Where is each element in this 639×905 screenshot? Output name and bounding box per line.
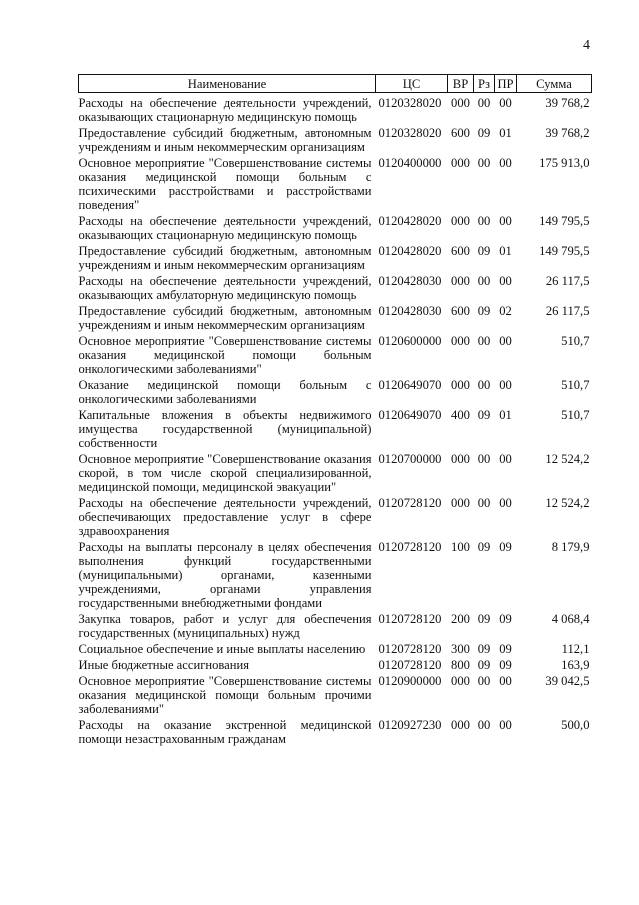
row-sum: 149 795,5	[539, 214, 590, 228]
table-row	[79, 495, 592, 539]
row-name: Предоставление субсидий бюджетным, автономным учреждениям и иным некоммерческим организациям	[78, 304, 372, 332]
row-sum: 39 768,2	[545, 96, 590, 110]
row-rz-code: 00	[477, 96, 491, 110]
row-name: Иные бюджетные ассигнования	[78, 658, 250, 672]
row-cs-code: 0120428020	[378, 244, 442, 258]
row-pr-code: 00	[499, 334, 512, 348]
row-sum: 39 768,2	[545, 126, 590, 140]
row-name: Основное мероприятие "Совершенствование системы оказания медицинской помощи больным онкологическими заболеваниями"	[78, 334, 372, 376]
row-pr-code: 09	[499, 540, 512, 554]
row-cs-code: 0120728120	[378, 496, 442, 510]
row-name: Расходы на обеспечение деятельности учреждений, оказывающих амбулаторную медицинскую помощь	[78, 274, 372, 302]
table-row	[79, 243, 592, 273]
row-cs-code: 0120328020	[378, 126, 442, 140]
row-cs-code: 0120927230	[378, 718, 442, 732]
row-rz-code: 00	[477, 674, 491, 688]
row-vr-code: 000	[451, 156, 470, 170]
row-vr-code: 200	[451, 612, 470, 626]
budget-table	[78, 74, 592, 747]
row-name: Расходы на обеспечение деятельности учреждений, обеспечивающих предоставление услуг в сфере здравоохранения	[78, 496, 372, 538]
row-vr-code: 000	[451, 674, 470, 688]
row-vr-code: 000	[451, 718, 470, 732]
row-vr-code: 000	[451, 274, 470, 288]
row-rz-code: 00	[477, 496, 491, 510]
row-pr-code: 00	[499, 452, 512, 466]
row-sum: 175 913,0	[539, 156, 590, 170]
table-row	[79, 377, 592, 407]
row-name: Закупка товаров, работ и услуг для обеспечения государственных (муниципальных) нужд	[78, 612, 372, 640]
row-vr-code: 400	[451, 408, 470, 422]
row-rz-code: 09	[477, 408, 491, 422]
row-pr-code: 09	[499, 612, 512, 626]
row-rz-code: 00	[477, 334, 491, 348]
row-sum: 26 117,5	[545, 274, 590, 288]
row-name: Оказание медицинской помощи больным с онкологическими заболеваниями	[78, 378, 372, 406]
table-body	[79, 93, 592, 748]
header-sum: Сумма	[517, 75, 592, 93]
row-name: Расходы на обеспечение деятельности учреждений, оказывающих стационарную медицинскую помощь	[78, 214, 372, 242]
row-name: Основное мероприятие "Совершенствование системы оказания медицинской помощи больным с психическими расстройствами и расстройствами поведения"	[78, 156, 372, 212]
row-rz-code: 00	[477, 452, 491, 466]
table-row	[79, 303, 592, 333]
row-cs-code: 0120428020	[378, 214, 442, 228]
row-name: Предоставление субсидий бюджетным, автономным учреждениям и иным некоммерческим организациям	[78, 244, 372, 272]
row-cs-code: 0120400000	[378, 156, 442, 170]
row-cs-code: 0120728120	[378, 540, 442, 554]
row-vr-code: 800	[451, 658, 470, 672]
row-rz-code: 00	[477, 274, 491, 288]
table-row	[79, 451, 592, 495]
row-sum: 112,1	[561, 642, 590, 656]
table-row	[79, 717, 592, 747]
row-rz-code: 00	[477, 156, 491, 170]
header-rz: Рз	[474, 75, 495, 93]
row-rz-code: 09	[477, 304, 491, 318]
table-row	[79, 407, 592, 451]
row-vr-code: 000	[451, 378, 470, 392]
table-row	[79, 657, 592, 673]
row-sum: 163,9	[561, 658, 590, 672]
row-name: Основное мероприятие "Совершенствование оказания скорой, в том числе скорой специализированной, медицинской помощи, медицинской эвакуации"	[78, 452, 372, 494]
table-row	[79, 93, 592, 126]
row-sum: 26 117,5	[545, 304, 590, 318]
header-cs: ЦС	[376, 75, 448, 93]
table-row	[79, 273, 592, 303]
row-rz-code: 00	[477, 718, 491, 732]
row-pr-code: 00	[499, 96, 512, 110]
header-pr: ПР	[495, 75, 517, 93]
row-vr-code: 600	[451, 126, 470, 140]
row-pr-code: 00	[499, 674, 512, 688]
row-pr-code: 00	[499, 274, 512, 288]
header-name: Наименование	[79, 75, 376, 93]
row-cs-code: 0120728120	[378, 658, 442, 672]
row-pr-code: 00	[499, 378, 512, 392]
table-header	[79, 75, 592, 93]
row-sum: 12 524,2	[545, 496, 590, 510]
row-sum: 510,7	[561, 378, 590, 392]
table-row	[79, 539, 592, 611]
table-row	[79, 641, 592, 657]
row-sum: 149 795,5	[539, 244, 590, 258]
row-rz-code: 00	[477, 378, 491, 392]
row-cs-code: 0120900000	[378, 674, 442, 688]
header-vr: ВР	[448, 75, 474, 93]
row-vr-code: 600	[451, 304, 470, 318]
row-vr-code: 000	[451, 214, 470, 228]
row-pr-code: 00	[499, 214, 512, 228]
table-row	[79, 213, 592, 243]
row-pr-code: 09	[499, 642, 512, 656]
row-cs-code: 0120700000	[378, 452, 442, 466]
page-number: 4	[583, 38, 590, 53]
row-cs-code: 0120428030	[378, 274, 442, 288]
table-row	[79, 125, 592, 155]
table-row	[79, 673, 592, 717]
row-pr-code: 01	[499, 244, 512, 258]
row-vr-code: 000	[451, 452, 470, 466]
row-pr-code: 00	[499, 496, 512, 510]
row-pr-code: 01	[499, 126, 512, 140]
table-row	[79, 333, 592, 377]
row-sum: 39 042,5	[545, 674, 590, 688]
row-vr-code: 300	[451, 642, 470, 656]
row-name: Капитальные вложения в объекты недвижимого имущества государственной (муниципальной) собственности	[78, 408, 372, 450]
row-name: Расходы на оказание экстренной медицинской помощи незастрахованным гражданам	[78, 718, 372, 746]
row-cs-code: 0120328020	[378, 96, 442, 110]
row-name: Предоставление субсидий бюджетным, автономным учреждениям и иным некоммерческим организациям	[78, 126, 372, 154]
row-pr-code: 00	[499, 156, 512, 170]
row-cs-code: 0120649070	[378, 408, 442, 422]
row-cs-code: 0120728120	[378, 612, 442, 626]
row-sum: 8 179,9	[551, 540, 590, 554]
row-sum: 510,7	[561, 334, 590, 348]
row-pr-code: 00	[499, 718, 512, 732]
row-sum: 12 524,2	[545, 452, 590, 466]
row-rz-code: 00	[477, 214, 491, 228]
row-cs-code: 0120728120	[378, 642, 442, 656]
row-cs-code: 0120600000	[378, 334, 442, 348]
row-sum: 4 068,4	[551, 612, 590, 626]
row-vr-code: 600	[451, 244, 470, 258]
row-vr-code: 000	[451, 96, 470, 110]
row-rz-code: 09	[477, 540, 491, 554]
row-pr-code: 02	[499, 304, 512, 318]
row-cs-code: 0120428030	[378, 304, 442, 318]
row-rz-code: 09	[477, 658, 491, 672]
row-vr-code: 000	[451, 334, 470, 348]
row-sum: 500,0	[561, 718, 590, 732]
row-name: Социальное обеспечение и иные выплаты населению	[78, 642, 366, 656]
header-row	[79, 75, 592, 93]
row-cs-code: 0120649070	[378, 378, 442, 392]
row-rz-code: 09	[477, 244, 491, 258]
table-row	[79, 155, 592, 213]
table-row	[79, 611, 592, 641]
row-rz-code: 09	[477, 612, 491, 626]
row-vr-code: 100	[451, 540, 470, 554]
row-pr-code: 01	[499, 408, 512, 422]
row-vr-code: 000	[451, 496, 470, 510]
row-sum: 510,7	[561, 408, 590, 422]
row-rz-code: 09	[477, 642, 491, 656]
row-name: Расходы на выплаты персоналу в целях обеспечения выполнения функций государственными (муниципальными) органами, казенными учреждениями, органами управления государственными внебюджетными фондами	[78, 540, 372, 610]
row-rz-code: 09	[477, 126, 491, 140]
row-name: Основное мероприятие "Совершенствование системы оказания медицинской помощи больным прочими заболеваниями"	[78, 674, 372, 716]
row-name: Расходы на обеспечение деятельности учреждений, оказывающих стационарную медицинскую помощь	[78, 96, 372, 124]
row-pr-code: 09	[499, 658, 512, 672]
